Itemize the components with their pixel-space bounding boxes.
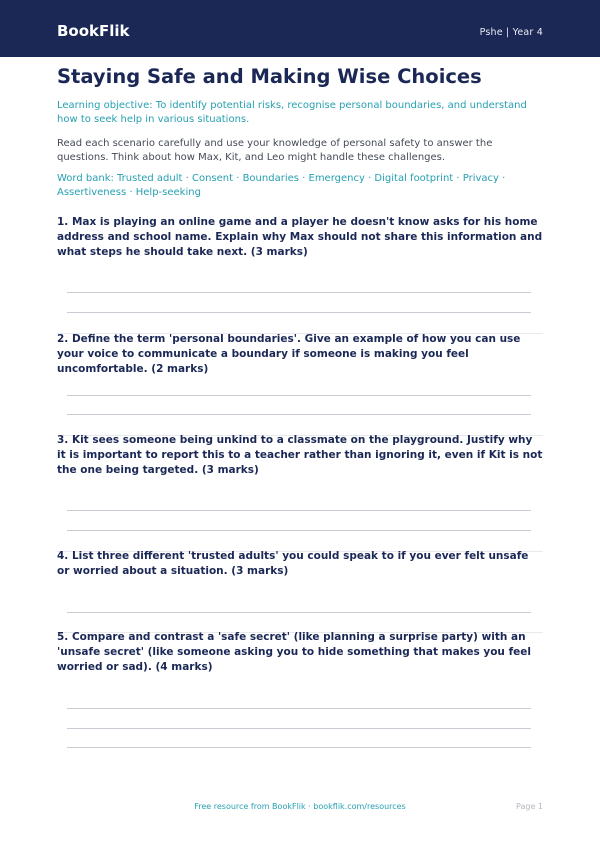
instructions: Read each scenario carefully and use your knowledge of personal safety to answer the questions. Think about how Max, Kit, and Leo might handle these challenges. xyxy=(57,138,493,163)
answer-line[interactable] xyxy=(67,530,531,531)
page-number: Page 1 xyxy=(516,802,543,811)
answer-line[interactable] xyxy=(67,728,531,729)
page-header xyxy=(0,0,600,57)
answer-line[interactable] xyxy=(67,312,531,313)
question-5: 5. Compare and contrast a 'safe secret' (like planning a surprise party) with an 'unsafe secret' (like someone asking you to hide something that makes you feel worried or sad). (4 marks) xyxy=(57,631,531,673)
worksheet-title: Staying Safe and Making Wise Choices xyxy=(57,65,482,88)
brand-logo: BookFlik xyxy=(57,22,130,40)
word-bank: Word bank: Trusted adult · Consent · Boundaries · Emergency · Digital footprint · Privacy · Assertiveness · Help-seeking xyxy=(57,173,506,198)
answer-line[interactable] xyxy=(67,292,531,293)
answer-line[interactable] xyxy=(67,414,531,415)
learning-objective: Learning objective: To identify potential risks, recognise personal boundaries, and understand how to seek help in various situations. xyxy=(57,100,527,125)
answer-line[interactable] xyxy=(67,510,531,511)
answer-line[interactable] xyxy=(67,708,531,709)
question-4: 4. List three different 'trusted adults' you could speak to if you ever felt unsafe or worried about a situation. (3 marks) xyxy=(57,550,529,577)
footer-source: Free resource from BookFlik · bookflik.com/resources xyxy=(194,802,406,811)
answer-line[interactable] xyxy=(67,612,531,613)
question-1: 1. Max is playing an online game and a player he doesn't know asks for his home address and school name. Explain why Max should not share this information and what steps he should take next. (3 marks) xyxy=(57,216,543,258)
subject-year-label: Pshe | Year 4 xyxy=(479,27,543,38)
question-3: 3. Kit sees someone being unkind to a classmate on the playground. Justify why it is important to report this to a teacher rather than ignoring it, even if Kit is not the one being targeted. (3 marks) xyxy=(57,434,543,476)
question-2: 2. Define the term 'personal boundaries'. Give an example of how you can use your voice to communicate a boundary if someone is making you feel uncomfortable. (2 marks) xyxy=(57,333,521,375)
answer-line[interactable] xyxy=(67,395,531,396)
answer-line[interactable] xyxy=(67,747,531,748)
